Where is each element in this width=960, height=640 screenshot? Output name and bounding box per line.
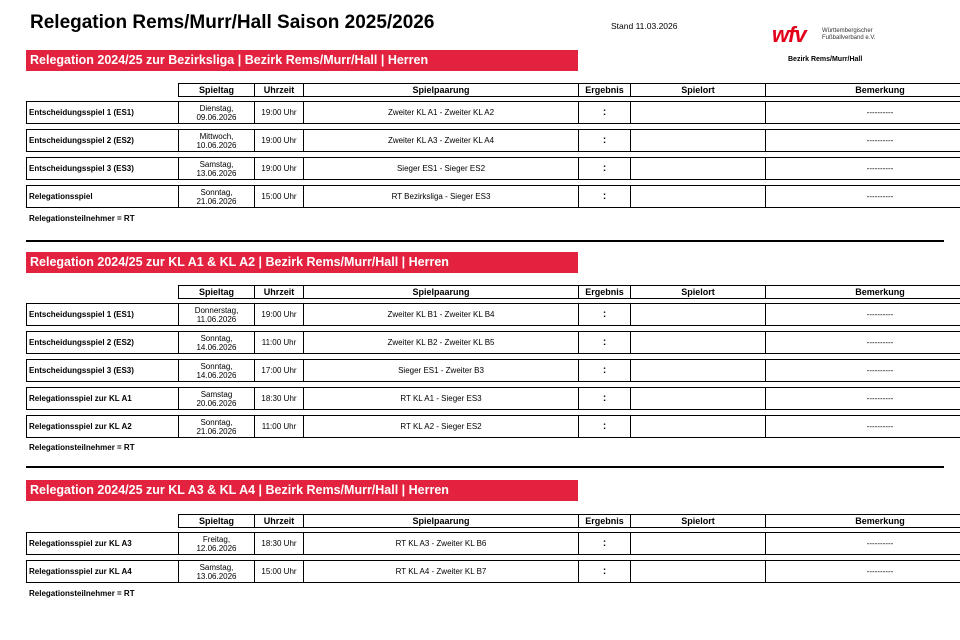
match-time: 17:00 Uhr: [254, 359, 304, 382]
date: 13.06.2026: [196, 168, 237, 178]
match-result: :: [578, 101, 631, 124]
match-result: :: [578, 185, 631, 208]
match-time: 19:00 Uhr: [254, 157, 304, 180]
match-time: 19:00 Uhr: [254, 129, 304, 152]
match-day-date: [196, 132, 236, 150]
date: 10.06.2026: [196, 140, 237, 150]
match-day: [178, 331, 255, 354]
match-remark: ----------: [765, 331, 960, 354]
weekday: Samstag,: [199, 562, 234, 572]
column-header-spieltag: Spieltag: [178, 514, 255, 528]
match-place: [630, 303, 766, 326]
match-remark: ----------: [765, 359, 960, 382]
wfv-logo: [772, 22, 912, 66]
match-place: [630, 101, 766, 124]
match-day-date: [196, 563, 236, 581]
date: 11.06.2026: [196, 314, 237, 324]
weekday: Mittwoch,: [199, 131, 234, 141]
match-name: Entscheidungsspiel 1 (ES1): [26, 303, 179, 326]
weekday: Donnerstag,: [194, 305, 239, 315]
match-remark: ----------: [765, 129, 960, 152]
logo-text: [822, 28, 875, 42]
date: 21.06.2026: [196, 196, 237, 206]
column-header-spielort: Spielort: [630, 83, 766, 97]
match-pairing: Zweiter KL A3 - Zweiter KL A4: [303, 129, 579, 152]
match-pairing: Sieger ES1 - Zweiter B3: [303, 359, 579, 382]
section-banner: Relegation 2024/25 zur Bezirksliga | Bezirk Rems/Murr/Hall | Herren: [26, 50, 578, 71]
table-row: [26, 560, 960, 583]
match-result: :: [578, 359, 631, 382]
match-day: [178, 387, 255, 410]
column-header-spielort: Spielort: [630, 285, 766, 299]
match-remark: ----------: [765, 157, 960, 180]
weekday: Sonntag,: [200, 333, 233, 343]
column-header-ergebnis: Ergebnis: [578, 83, 631, 97]
match-day-date: [196, 390, 236, 408]
match-name: Relegationsspiel zur KL A3: [26, 532, 179, 555]
match-day-date: [196, 535, 236, 553]
match-time: 15:00 Uhr: [254, 560, 304, 583]
date: 09.06.2026: [196, 112, 237, 122]
stand-date: Stand 11.03.2026: [611, 21, 678, 31]
match-day: [178, 415, 255, 438]
date: 13.06.2026: [196, 571, 237, 581]
date: 21.06.2026: [196, 426, 237, 436]
date: 14.06.2026: [196, 370, 237, 380]
match-result: :: [578, 331, 631, 354]
match-result: :: [578, 129, 631, 152]
match-place: [630, 157, 766, 180]
match-remark: ----------: [765, 303, 960, 326]
logo-subtitle: Bezirk Rems/Murr/Hall: [788, 56, 863, 63]
match-day: [178, 560, 255, 583]
match-time: 11:00 Uhr: [254, 415, 304, 438]
table-row: [26, 415, 960, 438]
match-remark: ----------: [765, 387, 960, 410]
match-result: :: [578, 303, 631, 326]
date: 14.06.2026: [196, 342, 237, 352]
match-result: :: [578, 532, 631, 555]
match-day: [178, 101, 255, 124]
participants-note: Relegationsteilnehmer = RT: [29, 589, 135, 598]
match-place: [630, 415, 766, 438]
table-row: [26, 185, 960, 208]
logo-text-line2: Fußballverband e.V.: [822, 35, 876, 41]
section-banner: Relegation 2024/25 zur KL A1 & KL A2 | Bezirk Rems/Murr/Hall | Herren: [26, 252, 578, 273]
match-remark: ----------: [765, 415, 960, 438]
match-day: [178, 303, 255, 326]
date: 12.06.2026: [196, 543, 237, 553]
match-place: [630, 331, 766, 354]
column-header-ergebnis: Ergebnis: [578, 285, 631, 299]
match-pairing: Zweiter KL B1 - Zweiter KL B4: [303, 303, 579, 326]
match-day-date: [195, 306, 239, 324]
column-header-uhrzeit: Uhrzeit: [254, 285, 304, 299]
weekday: Sonntag,: [200, 361, 233, 371]
match-day: [178, 129, 255, 152]
weekday: Dienstag,: [199, 103, 234, 113]
match-remark: ----------: [765, 101, 960, 124]
section-divider: [26, 466, 944, 468]
weekday: Sonntag,: [200, 417, 233, 427]
match-day-date: [196, 334, 236, 352]
match-day-date: [196, 362, 236, 380]
column-header-spielpaarung: Spielpaarung: [303, 285, 579, 299]
table-row: [26, 157, 960, 180]
match-day: [178, 157, 255, 180]
match-time: 19:00 Uhr: [254, 303, 304, 326]
match-time: 18:30 Uhr: [254, 532, 304, 555]
section-divider: [26, 240, 944, 242]
match-place: [630, 359, 766, 382]
match-pairing: Zweiter KL A1 - Zweiter KL A2: [303, 101, 579, 124]
match-pairing: RT KL A1 - Sieger ES3: [303, 387, 579, 410]
section-banner: Relegation 2024/25 zur KL A3 & KL A4 | Bezirk Rems/Murr/Hall | Herren: [26, 480, 578, 501]
match-remark: ----------: [765, 532, 960, 555]
match-place: [630, 560, 766, 583]
table-header: [178, 285, 960, 299]
match-time: 15:00 Uhr: [254, 185, 304, 208]
table-row: [26, 387, 960, 410]
match-result: :: [578, 415, 631, 438]
table-row: [26, 331, 960, 354]
column-header-uhrzeit: Uhrzeit: [254, 514, 304, 528]
match-pairing: Zweiter KL B2 - Zweiter KL B5: [303, 331, 579, 354]
match-day: [178, 532, 255, 555]
match-name: Entscheidungsspiel 2 (ES2): [26, 129, 179, 152]
match-day: [178, 359, 255, 382]
weekday: Sonntag,: [200, 187, 233, 197]
table-row: [26, 303, 960, 326]
match-time: 18:30 Uhr: [254, 387, 304, 410]
table-row: [26, 129, 960, 152]
match-name: Relegationsspiel zur KL A1: [26, 387, 179, 410]
participants-note: Relegationsteilnehmer = RT: [29, 443, 135, 452]
column-header-uhrzeit: Uhrzeit: [254, 83, 304, 97]
column-header-bemerkung: Bemerkung: [765, 514, 960, 528]
weekday: Samstag: [200, 389, 233, 399]
match-name: Entscheidungsspiel 2 (ES2): [26, 331, 179, 354]
match-day-date: [196, 104, 236, 122]
match-remark: ----------: [765, 560, 960, 583]
match-time: 19:00 Uhr: [254, 101, 304, 124]
table-row: [26, 359, 960, 382]
table-row: [26, 532, 960, 555]
match-name: Entscheidungsspiel 3 (ES3): [26, 359, 179, 382]
match-pairing: Sieger ES1 - Sieger ES2: [303, 157, 579, 180]
weekday: Samstag,: [199, 159, 234, 169]
match-result: :: [578, 157, 631, 180]
match-day-date: [196, 160, 236, 178]
match-result: :: [578, 387, 631, 410]
logo-mark: wfv: [772, 22, 806, 47]
table-header: [178, 514, 960, 528]
match-day: [178, 185, 255, 208]
column-header-spielpaarung: Spielpaarung: [303, 83, 579, 97]
match-place: [630, 532, 766, 555]
page-title: Relegation Rems/Murr/Hall Saison 2025/2026: [30, 12, 435, 33]
date: 20.06.2026: [196, 398, 237, 408]
match-pairing: RT KL A2 - Sieger ES2: [303, 415, 579, 438]
match-result: :: [578, 560, 631, 583]
column-header-spieltag: Spieltag: [178, 83, 255, 97]
match-name: Relegationsspiel: [26, 185, 179, 208]
match-place: [630, 185, 766, 208]
column-header-spieltag: Spieltag: [178, 285, 255, 299]
table-header: [178, 83, 960, 97]
column-header-bemerkung: Bemerkung: [765, 285, 960, 299]
match-day-date: [196, 418, 236, 436]
match-name: Relegationsspiel zur KL A2: [26, 415, 179, 438]
match-pairing: RT KL A3 - Zweiter KL B6: [303, 532, 579, 555]
column-header-ergebnis: Ergebnis: [578, 514, 631, 528]
logo-text-line1: Württembergischer: [822, 28, 873, 34]
match-name: Entscheidungsspiel 3 (ES3): [26, 157, 179, 180]
match-pairing: RT Bezirksliga - Sieger ES3: [303, 185, 579, 208]
match-place: [630, 387, 766, 410]
match-name: Entscheidungsspiel 1 (ES1): [26, 101, 179, 124]
match-name: Relegationsspiel zur KL A4: [26, 560, 179, 583]
match-day-date: [196, 188, 236, 206]
column-header-spielort: Spielort: [630, 514, 766, 528]
participants-note: Relegationsteilnehmer = RT: [29, 214, 135, 223]
match-pairing: RT KL A4 - Zweiter KL B7: [303, 560, 579, 583]
column-header-bemerkung: Bemerkung: [765, 83, 960, 97]
column-header-spielpaarung: Spielpaarung: [303, 514, 579, 528]
match-remark: ----------: [765, 185, 960, 208]
weekday: Freitag,: [202, 534, 231, 544]
table-row: [26, 101, 960, 124]
match-place: [630, 129, 766, 152]
match-time: 11:00 Uhr: [254, 331, 304, 354]
